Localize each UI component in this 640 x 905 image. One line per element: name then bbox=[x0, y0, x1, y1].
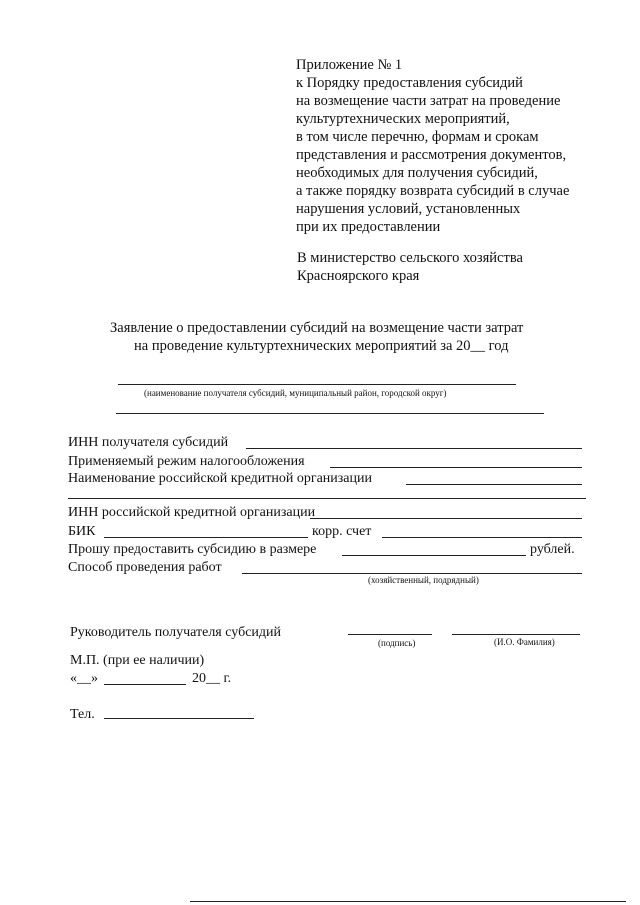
request-label: Прошу предоставить субсидию в размере bbox=[68, 542, 317, 557]
appendix-number: Приложение № 1 bbox=[296, 57, 403, 73]
recipient-name-line[interactable] bbox=[118, 384, 516, 385]
signature-field[interactable] bbox=[348, 634, 432, 635]
appendix-line: к Порядку предоставления субсидий bbox=[296, 75, 523, 91]
method-field[interactable] bbox=[242, 573, 582, 574]
full-name-hint: (И.О. Фамилия) bbox=[494, 637, 555, 647]
appendix-line: представления и рассмотрения документов, bbox=[296, 147, 567, 163]
bik-label: БИК bbox=[68, 524, 96, 539]
appendix-line: в том числе перечню, формам и срокам bbox=[296, 129, 539, 145]
corr-account-field[interactable] bbox=[382, 537, 582, 538]
appendix-line: культуртехнических мероприятий, bbox=[296, 111, 510, 127]
addressee-line: Красноярского края bbox=[297, 268, 420, 284]
subsidy-amount-field[interactable] bbox=[342, 555, 526, 556]
method-hint: (хозяйственный, подрядный) bbox=[368, 575, 479, 585]
appendix-line: необходимых для получения субсидий, bbox=[296, 165, 538, 181]
method-label: Способ проведения работ bbox=[68, 560, 222, 575]
recipient-name-line-2[interactable] bbox=[116, 413, 544, 414]
tax-regime-field[interactable] bbox=[330, 467, 582, 468]
recipient-hint: (наименование получателя субсидий, муниципальный район, городской округ) bbox=[144, 388, 447, 398]
inn-recipient-field[interactable] bbox=[246, 448, 582, 449]
appendix-line: при их предоставлении bbox=[296, 219, 441, 235]
bank-inn-field[interactable] bbox=[310, 518, 582, 519]
appendix-line: а также порядку возврата субсидий в случае bbox=[296, 183, 570, 199]
tax-regime-label: Применяемый режим налогообложения bbox=[68, 454, 305, 469]
date-year: 20__ г. bbox=[192, 671, 232, 686]
head-label: Руководитель получателя субсидий bbox=[70, 625, 282, 640]
full-name-field[interactable] bbox=[452, 634, 580, 635]
date-month-field[interactable] bbox=[104, 684, 186, 685]
bank-name-label: Наименование российской кредитной организации bbox=[68, 471, 372, 486]
bank-name-field[interactable] bbox=[406, 484, 582, 485]
document-title: Заявление о предоставлении субсидий на возмещение части затрат bbox=[110, 320, 524, 336]
appendix-line: на возмещение части затрат на проведение bbox=[296, 93, 561, 109]
corr-account-label: корр. счет bbox=[312, 524, 372, 539]
stamp-label: М.П. (при ее наличии) bbox=[70, 653, 205, 668]
bank-name-field-2[interactable] bbox=[68, 498, 586, 499]
date-day: «__» bbox=[70, 671, 98, 686]
phone-field[interactable] bbox=[104, 718, 254, 719]
inn-recipient-label: ИНН получателя субсидий bbox=[68, 435, 229, 450]
addressee-line: В министерство сельского хозяйства bbox=[297, 250, 523, 266]
signature-hint: (подпись) bbox=[378, 638, 416, 648]
phone-label: Тел. bbox=[70, 707, 95, 722]
bank-inn-label: ИНН российской кредитной организации bbox=[68, 505, 316, 520]
document-title: на проведение культуртехнических мероприятий за 20__ год bbox=[134, 338, 509, 354]
currency-label: рублей. bbox=[530, 542, 575, 557]
bik-field[interactable] bbox=[104, 537, 308, 538]
appendix-line: нарушения условий, установленных bbox=[296, 201, 521, 217]
footer-divider bbox=[190, 901, 626, 902]
